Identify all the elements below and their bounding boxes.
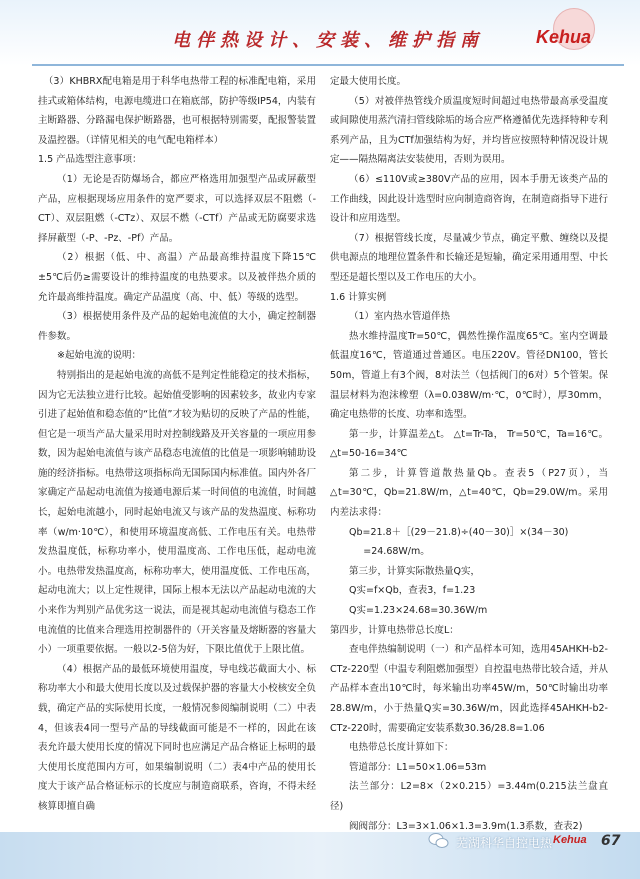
header-title: 电伴热设计、安装、维护指南 bbox=[172, 30, 484, 51]
formula-result: =24.68W/m。 bbox=[363, 546, 430, 558]
paragraph-start-current: 特别指出的是起始电流的高低不是判定性能稳定的技术指标，因为它无法独立进行比较。起始值受影响的因素较多，故业内专家引进了起始值和稳态值的“比值”才较为贴切的反映了产品的性能，但它是一项当产品大量采用时对控制线路及开关容量的一项应用参数，因为起始电流值与该产品稳态电流值的比值是一项影响辅助设施的经济指标。电热带这项指标尚无国际国内标准值。国内外各厂家确定产品起动电流值为接通电源后某一时间值的电流值，时间越长，起始电流越小，同时起始电流又与该产品的发热温度、标称功率（w/m·10℃），和使用环境温度高低、工作电压有关。电热带发热温度低，标称功率小，使用温度高、工作电压低，起动电流小。电热带发热温度高，标称功率大，使用温度低、工作电压高，起动电流大；以上定性规律，国际上根本无法以产品起动电流的大小来作为判别产品优劣这一说法，而是视其起动电流值与稳态工作电流值的比值来合理选用控制器件的（开关容量及熔断器的容量大小）一项重要依据。一般以2-5倍为好，下限比值优于上限比值。 bbox=[38, 369, 316, 656]
paragraph-item-4: （4）根据产品的最低环境使用温度，导电线芯截面大小、标称功率大小和最大使用长度以及过载保护器的容量大小校核安全负载，确定产品的实际使用长度，一般情况参阅编制说明（二）中表4，但该表4同一型号产品的导线截面可能是不一样的，因此在该表允许最大使用长度的情况下同时也应满足产品合格证上标明的最大使用长度范围内方可，如果编制说明（二）表4中产品的使用长度大于该产品合格证标示的长度应与制造商联系，咨询，不得未经核算即擅自确 bbox=[38, 663, 316, 812]
paragraph-khbrx: （3）KHBRX配电箱是用于科华电热带工程的标准配电箱，采用挂式或箱体结构，电源电缆进口在箱底部，防护等级IP54，内装有主断路器、分路漏电保护断路器，也可根据特别需要，配报警装置及温控器。（详情见相关的电气配电箱样本） bbox=[38, 76, 316, 146]
brand-logo-text: Kehua bbox=[536, 27, 592, 47]
paragraph-item-7: （7）根据管线长度，尽量减少节点，确定平敷、缠绕以及提供电源点的地理位置条件和长输还是短输，确定采用通用型、中长型还是超长型以及工作电压的大小。 bbox=[330, 232, 608, 283]
formula-actual-1: Q实=f×Qb，查表3，f=1.23 bbox=[349, 585, 476, 597]
wechat-icon bbox=[428, 832, 450, 850]
step-2: 第二步，计算管道散热量Qb。查表5（P27页），当△t=30℃，Qb=21.8W/m，△t=40℃，Qb=29.0W/m。采用内差法求得： bbox=[330, 467, 608, 519]
paragraph-item-5: （5）对被伴热管线介质温度短时间超过电热带最高承受温度或间隙使用蒸汽清扫管线除垢的场合应严格遵循优先选择特种专利系列产品，且为CTf加强结构为好，并均皆应按照特种情况设计规定——隔热隔离法安装使用，否则为误用。 bbox=[330, 95, 608, 166]
step-4: 第四步，计算电热带总长度L： bbox=[330, 624, 459, 636]
step-4-description: 查电伴热编制说明（一）和产品样本可知，选用45AHKH-b2-CTz-220型（中温专利阻燃加强型）自控温电热带比较合适，并从产品样本查出10℃时，每米输出功率45W/m，50℃时输出功率28.8W/m，小于热量Q实=30.36W/m，因此选择45AHKH-b2-CTz-220时，需要确定安装系数30.36/28.8=1.06 bbox=[330, 644, 608, 734]
length-pipe: 管道部分：L1=50×1.06=53m bbox=[349, 761, 487, 773]
paragraph-item-2: （2）根据（低、中、高温）产品最高维持温度下降15℃±5℃后仍≥需要设计的维持温度的电热要求。以及被伴热介质的允许最高维持温度。确定产品温度（高、中、低）等级的选型。 bbox=[38, 252, 316, 303]
example-description: 热水维持温度Tr=50℃，偶然性操作温度65℃。室内空调最低温度16℃，管道通过普通区。电压220V。管径DN100，管长50m，管道上有3个阀，8对法兰（包括阀门的6对）5个管架。保温层材料为泡沫橡塑（λ=0.038W/m·℃，0℃时），厚30mm，确定电热带的长度、功率和选型。 bbox=[330, 330, 608, 421]
formula-actual-2: Q实=1.23×24.68=30.36W/m bbox=[349, 605, 488, 617]
note-heading: ※起始电流的说明： bbox=[57, 350, 141, 362]
section-heading-1-6: 1.6 计算实例 bbox=[330, 291, 387, 303]
paragraph-item-6: （6）≤110V或≥380V产品的应用，因本手册无该类产品的工作曲线，因此设计选型时应向制造商咨询，在制造商指导下进行设计和应用选型。 bbox=[330, 173, 608, 225]
step-3: 第三步，计算实际散热量Q实， bbox=[349, 565, 480, 577]
header-divider bbox=[32, 64, 624, 66]
paragraph-item-3: （3）根据使用条件及产品的起始电流值的大小，确定控制器件参数。 bbox=[38, 311, 316, 342]
example-heading: （1）室内热水管道伴热 bbox=[349, 311, 451, 323]
page-header bbox=[0, 0, 640, 66]
page-number: 67 bbox=[601, 833, 621, 849]
length-valve: 阀阀部分：L3=3×1.06×1.3=3.9m(1.3系数，查表2) bbox=[349, 820, 583, 832]
paragraph-item-1: （1）无论是否防爆场合，都应严格选用加强型产品或屏蔽型产品，应根据现场应用条件的宽严要求，可以选择双层不阻燃（-CT）、双层阻燃（-CTz）、双层不燃（-CTf）产品或无防腐要求选择屏蔽型（-P、-Pz、-Pf）产品。 bbox=[38, 173, 316, 244]
footer-watermark: 芜湖科华自控电热 bbox=[456, 836, 553, 850]
section-heading-1-5: 1.5 产品选型注意事项： bbox=[38, 154, 142, 166]
right-column bbox=[330, 72, 608, 836]
formula-interpolation: Qb=21.8＋［(29－21.8)÷(40－30)］×(34－30) bbox=[349, 526, 569, 538]
length-flange: 法兰部分：L2=8×（2×0.215）=3.44m(0.215法兰盘直径) bbox=[330, 781, 608, 812]
paragraph-continuation: 定最大使用长度。 bbox=[330, 76, 407, 87]
step-1: 第一步，计算温差△t。 △t=Tr-Ta， Tr=50℃，Ta=16℃。 △t=50-16=34℃ bbox=[330, 428, 608, 460]
left-column bbox=[38, 72, 316, 817]
footer-logo: Kehua bbox=[553, 834, 587, 846]
length-heading: 电热带总长度计算如下： bbox=[349, 742, 454, 754]
